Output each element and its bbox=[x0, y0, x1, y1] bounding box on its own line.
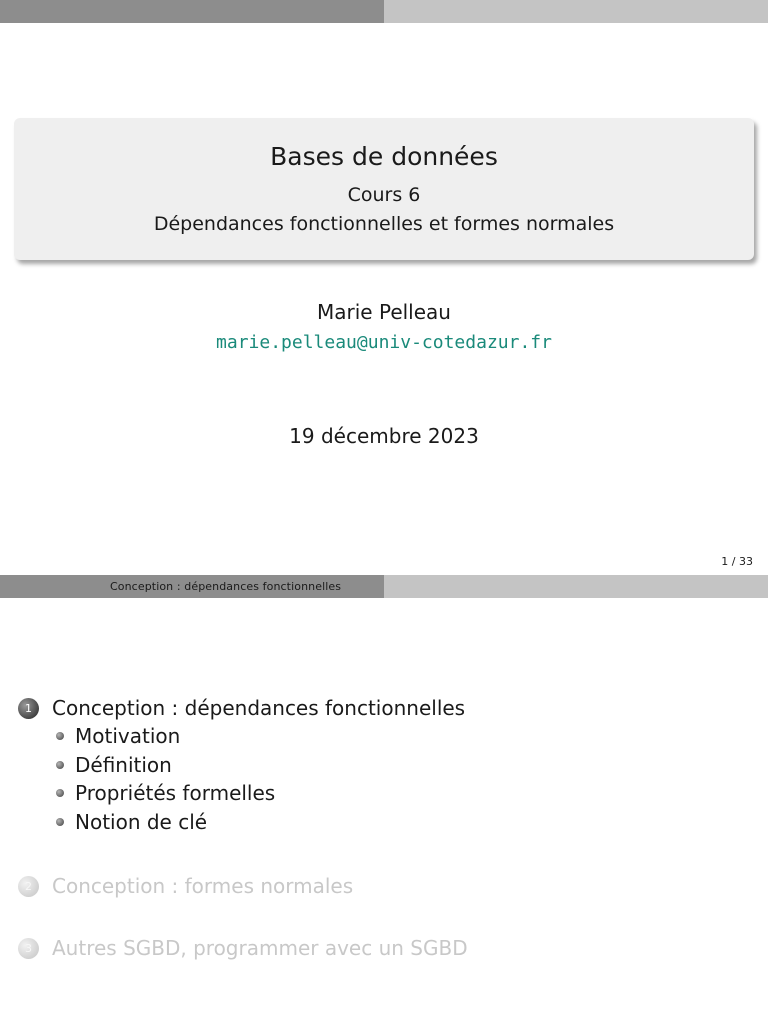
page-number: 1 / 33 bbox=[721, 555, 753, 568]
toc-section-3[interactable] bbox=[18, 936, 468, 960]
presentation-date: 19 décembre 2023 bbox=[289, 424, 479, 448]
toc-section-2[interactable] bbox=[18, 874, 353, 898]
section-number-ball-icon: 3 bbox=[18, 938, 39, 959]
toc-subsection-cle[interactable] bbox=[56, 810, 207, 834]
course-number: Cours 6 bbox=[347, 184, 421, 206]
toc-section-label: Autres SGBD, programmer avec un SGBD bbox=[52, 936, 468, 960]
bullet-icon bbox=[56, 732, 64, 740]
slide2-header-bar bbox=[0, 575, 768, 598]
toc-subsection-label: Notion de clé bbox=[75, 810, 208, 834]
bullet-icon bbox=[56, 818, 64, 826]
toc-subsection-label: Propriétés formelles bbox=[75, 781, 276, 805]
header-bar-right bbox=[384, 0, 768, 23]
toc-subsection-motivation[interactable] bbox=[56, 724, 180, 748]
bullet-icon bbox=[56, 761, 64, 769]
toc-subsection-proprietes[interactable] bbox=[56, 781, 275, 805]
header-section-title[interactable]: Conception : dépendances fonctionnelles bbox=[110, 580, 342, 593]
slide1-header-bar bbox=[0, 0, 768, 23]
section-number-ball-icon: 1 bbox=[18, 698, 39, 719]
header-bar-right bbox=[384, 575, 768, 598]
author-email-link[interactable]: marie.pelleau@univ-cotedazur.fr bbox=[216, 332, 552, 353]
toc-section-label: Conception : formes normales bbox=[52, 874, 354, 898]
title-box bbox=[14, 118, 754, 260]
header-bar-left bbox=[0, 0, 384, 23]
toc-subsection-definition[interactable] bbox=[56, 753, 172, 777]
course-topic: Dépendances fonctionnelles et formes normales bbox=[153, 213, 615, 235]
toc-subsection-label: Motivation bbox=[75, 724, 181, 748]
toc-subsection-label: Définition bbox=[75, 753, 172, 777]
toc-section-1[interactable] bbox=[18, 696, 465, 720]
author-name: Marie Pelleau bbox=[317, 300, 451, 324]
toc-section-label: Conception : dépendances fonctionnelles bbox=[52, 696, 466, 720]
bullet-icon bbox=[56, 789, 64, 797]
section-number-ball-icon: 2 bbox=[18, 876, 39, 897]
presentation-title: Bases de données bbox=[270, 142, 498, 171]
